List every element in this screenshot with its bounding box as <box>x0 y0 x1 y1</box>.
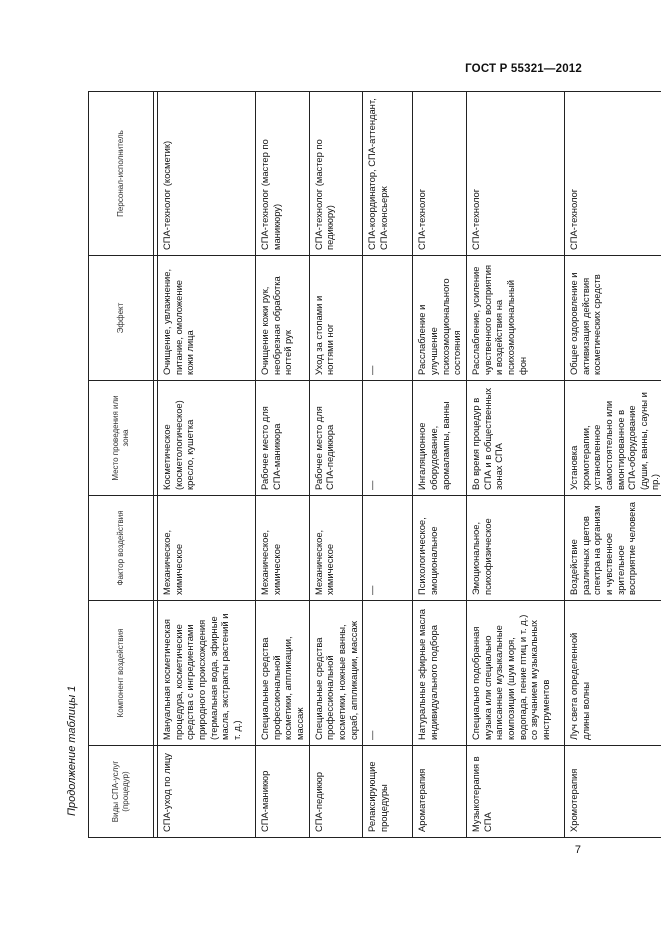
column-header: Виды СПА-услуг (процедур) <box>89 746 154 838</box>
table-cell: — <box>363 601 413 746</box>
table-row <box>256 92 310 838</box>
table-cell: Расслабление, усиление чувственного восприятия и воздействия на психоэмоциональный фон <box>466 256 564 381</box>
table-cell: Специальные средства профессиональной косметики, аппликации, массаж <box>256 601 310 746</box>
table-cell: Общее оздоровление и активизация действия косметических средств <box>564 256 661 381</box>
table-header-row <box>89 92 154 838</box>
table-row <box>564 92 661 838</box>
column-header: Эффект <box>89 256 154 381</box>
table-cell: Мануальная косметическая процедура, косметические средства с ингредиентами природного происхождения (термальная вода, эфирные масла, экстракты растений и т. д.) <box>158 601 256 746</box>
table-cell: Специально подобранная музыка или специально написанные музыкальные композиции (шум моря, водопада, пение птиц и т. д.) со звучанием музыкальных инструментов <box>466 601 564 746</box>
table-cell: Рабочее место для СПА-педикюра <box>309 381 363 496</box>
table-row <box>309 92 363 838</box>
table-cell: Во время процедур в СПА и в общественных зонах СПА <box>466 381 564 496</box>
table-cell: СПА-технолог <box>466 92 564 256</box>
table-cell: Психологическое, эмоциональное <box>413 496 467 601</box>
table-cell: СПА-технолог <box>564 92 661 256</box>
standard-designation: ГОСТ Р 55321—2012 <box>465 63 582 75</box>
table-cell: СПА-маникюр <box>256 746 310 838</box>
table-cell: СПА-уход по лицу <box>158 746 256 838</box>
table-cell: Очищение, увлажнение, питание, омоложение кожи лица <box>158 256 256 381</box>
table-cell: Музыкотерапия в СПА <box>466 746 564 838</box>
table-cell: Механическое, химическое <box>309 496 363 601</box>
table-cell: СПА-педикюр <box>309 746 363 838</box>
table-cell: Эмоциональное, психофизическое <box>466 496 564 601</box>
table-cell: Воздействие различных цветов спектра на организм и чувственное зрительное восприятие человека <box>564 496 661 601</box>
table-cell: Косметическое (косметологическое) кресло, кушетка <box>158 381 256 496</box>
rotated-table-block <box>66 92 661 838</box>
table-caption: Продолжение таблицы 1 <box>66 685 78 816</box>
table-cell: СПА-координатор, СПА-аттендант, СПА-консьерж <box>363 92 413 256</box>
table-cell: Специальные средства профессиональной косметики, ножные ванны, скраб, аппликации, массаж <box>309 601 363 746</box>
table-row <box>158 92 256 838</box>
table-cell: — <box>363 381 413 496</box>
table-cell: Механическое, химическое <box>256 496 310 601</box>
table-cell: — <box>363 496 413 601</box>
table-cell: Механическое, химическое <box>158 496 256 601</box>
spa-services-table <box>88 91 661 838</box>
table-cell: — <box>363 256 413 381</box>
column-header: Фактор воздействия <box>89 496 154 601</box>
table-cell: Ароматерапия <box>413 746 467 838</box>
column-header: Компонент воздействия <box>89 601 154 746</box>
table-cell: Очищение кожи рук, необрезная обработка ногтей рук <box>256 256 310 381</box>
table-cell: Ингаляционное оборудование, аромалампы, ванны <box>413 381 467 496</box>
table-cell: Релаксирующие процедуры <box>363 746 413 838</box>
table-cell: Рабочее место для СПА-маникюра <box>256 381 310 496</box>
table-cell: СПА-технолог (косметик) <box>158 92 256 256</box>
column-header: Место проведения или зона <box>89 381 154 496</box>
table-cell: Хромотерапия <box>564 746 661 838</box>
page-number: 7 <box>574 844 581 856</box>
table-cell: СПА-технолог (мастер по педикюру) <box>309 92 363 256</box>
table-cell: Расслабление и улучшение психоэмоционального состояния <box>413 256 467 381</box>
table-cell: СПА-технолог <box>413 92 467 256</box>
table-cell: СПА-технолог (мастер по маникюру) <box>256 92 310 256</box>
table-cell: Уход за стопами и ногтями ног <box>309 256 363 381</box>
table-row <box>413 92 467 838</box>
table-cell: Натуральные эфирные масла индивидуального подбора <box>413 601 467 746</box>
table-row <box>466 92 564 838</box>
column-header: Персонал-исполнитель <box>89 92 154 256</box>
table-cell: Установка хромотерапии, установленное самостоятельно или вмонтированное в СПА-оборудование (души, ванны, сауны и пр.) <box>564 381 661 496</box>
table-cell: Луч света определенной длины волны <box>564 601 661 746</box>
table-row <box>363 92 413 838</box>
